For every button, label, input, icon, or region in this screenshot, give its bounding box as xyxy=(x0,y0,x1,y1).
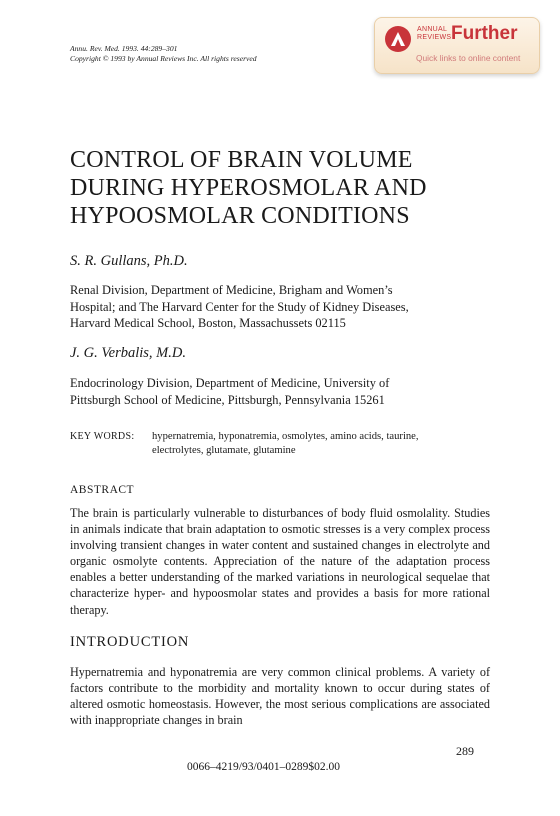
abstract-text: The brain is particularly vulnerable to disturbances of body fluid osmolality. Studies in animals indicate that brain adaptation to osmotic stresses is a very complex process involving transient changes in water content and sustained changes in electrolyte and organic osmolyte contents. Appreciation of the nature of the adaptation process enables a better understanding of the marked variations in neurological sequelae that characterize hyper- and hypoosmolar states and provides a basis for more rational therapy. xyxy=(70,506,490,617)
badge-subtitle: Quick links to online content xyxy=(416,53,521,63)
badge-further-text: Further xyxy=(451,23,518,44)
further-links-badge[interactable] xyxy=(374,17,540,74)
author-affiliation: Renal Division, Department of Medicine, Brigham and Women’s Hospital; and The Harvard Center for the Study of Kidney Diseases, Harvard Medical School, Boston, Massachussets 02115 xyxy=(70,283,409,330)
copyright-line: Copyright © 1993 by Annual Reviews Inc. All rights reserved xyxy=(70,54,257,63)
article-title: CONTROL OF BRAIN VOLUME DURING HYPEROSMOLAR AND HYPOOSMOLAR CONDITIONS xyxy=(70,147,427,229)
author-affiliation: Endocrinology Division, Department of Medicine, University of Pittsburgh School of Medicine, Pittsburgh, Pennsylvania 15261 xyxy=(70,376,390,407)
annual-reviews-logo-icon xyxy=(385,26,411,52)
author-name: J. G. Verbalis, M.D. xyxy=(70,345,186,361)
introduction-text: Hypernatremia and hyponatremia are very common clinical problems. A variety of factors contribute to the morbidity and mortality known to occur during states of altered osmotic homeostasis. However, the most serious complications are associated with inappropriate changes in brain xyxy=(70,665,490,728)
abstract-heading: ABSTRACT xyxy=(70,484,135,496)
badge-annual-reviews-text: ANNUAL REVIEWS xyxy=(417,26,452,41)
introduction-heading: INTRODUCTION xyxy=(70,634,190,650)
journal-citation xyxy=(70,44,257,64)
keywords-list: hypernatremia, hyponatremia, osmolytes, amino acids, taurine, electrolytes, glutamate, glutamine xyxy=(152,431,419,456)
page-number: 289 xyxy=(456,744,474,758)
journal-line: Annu. Rev. Med. 1993. 44:289–301 xyxy=(70,44,178,53)
keywords-label: KEY WORDS: xyxy=(70,431,135,442)
author-name: S. R. Gullans, Ph.D. xyxy=(70,253,188,269)
article-code: 0066–4219/93/0401–0289$02.00 xyxy=(187,761,341,773)
